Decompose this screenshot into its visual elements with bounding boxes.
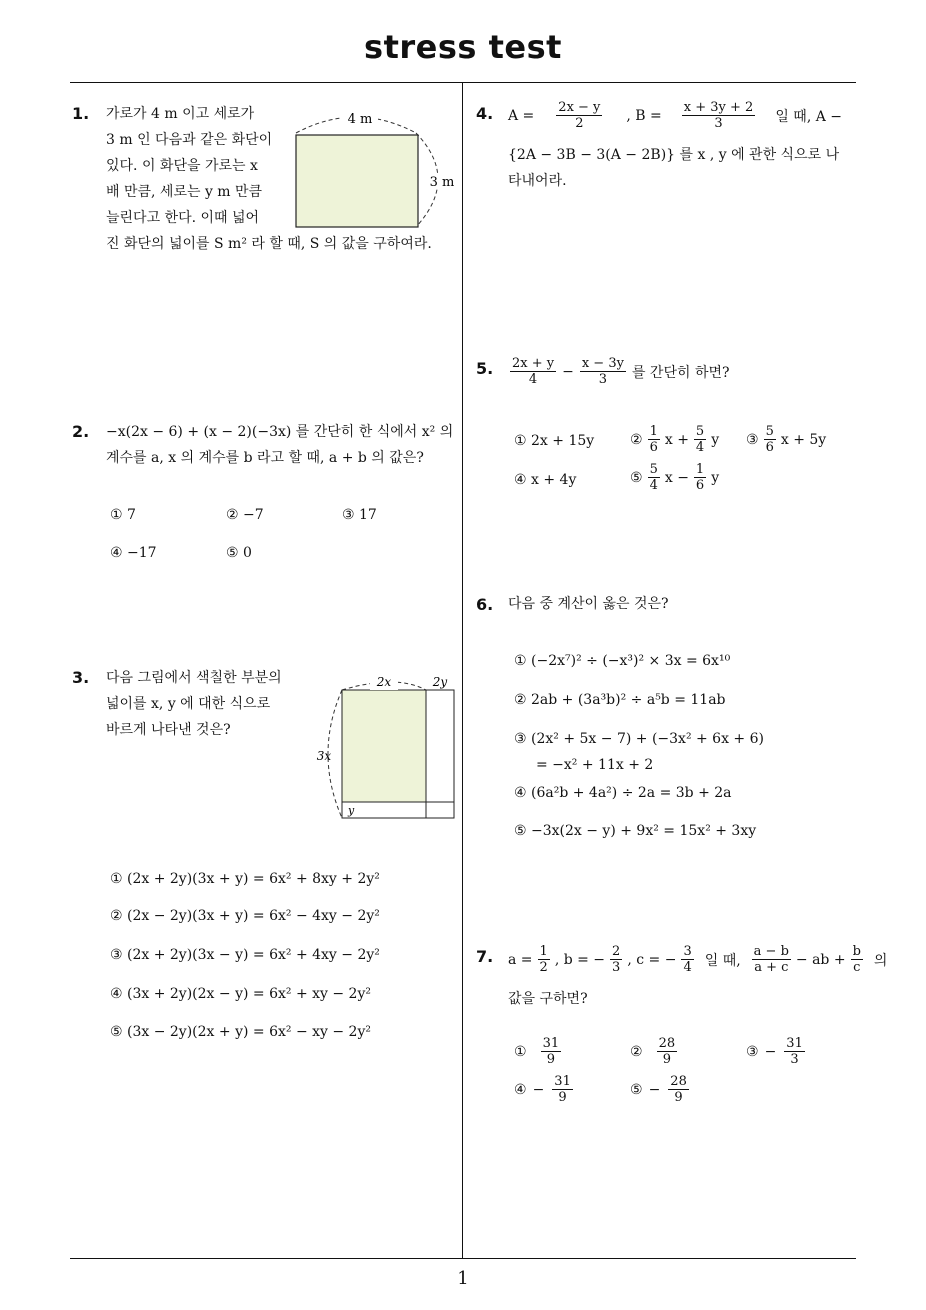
q6-text: 다음 중 계산이 옳은 것은? (508, 596, 669, 612)
frac-num: 28 (670, 1074, 687, 1089)
q7-a-frac (538, 944, 550, 975)
frac-den: 3 (612, 960, 621, 975)
q3-fig-label-2y: 2y (432, 675, 448, 689)
q2-option-1[interactable]: ① 7 (110, 507, 136, 523)
frac-num: 5 (765, 424, 774, 439)
q3-area-figure (312, 672, 462, 824)
q1-last-line: 진 화단의 넓이를 S m² 라 할 때, S 의 값을 구하여라. (106, 236, 432, 252)
q4-b-den: 3 (714, 116, 723, 131)
bottom-rule (70, 1258, 856, 1259)
option-expr: x + (664, 431, 689, 448)
q4-b-label: , B = (626, 107, 662, 124)
q1-number: 1. (72, 104, 90, 123)
option-mark: ② (630, 1043, 643, 1060)
q4-b-num: x + 3y + 2 (683, 100, 754, 115)
option-expr: y (711, 469, 720, 486)
q7-e-frac (752, 944, 791, 975)
q7-option-5[interactable] (630, 1074, 691, 1105)
q6-option-1[interactable]: ① (−2x⁷)² ÷ (−x³)² × 3x = 6x¹⁰ (514, 653, 731, 669)
q6-option-3[interactable]: ③ (2x² + 5x − 7) + (−3x² + 6x + 6) (514, 731, 764, 747)
q4-line1 (508, 100, 842, 131)
frac-num: 3 (683, 944, 692, 959)
q4-number: 4. (476, 104, 494, 123)
option-expr: x − (664, 469, 689, 486)
q2-text (106, 419, 461, 471)
q5-minus: − (562, 363, 574, 380)
frac-den: 2 (539, 960, 548, 975)
option-mark: ⑤ (630, 1081, 643, 1098)
q3-line: 넓이를 x, y 에 대한 식으로 (106, 696, 271, 712)
q2-number: 2. (72, 422, 90, 441)
q2-line: −x(2x − 6) + (x − 2)(−3x) 를 간단히 한 식에서 x² 의 (106, 424, 454, 440)
q2-option-3[interactable]: ③ 17 (342, 507, 377, 523)
q4-line: 타내어라. (508, 173, 567, 189)
frac-num: 31 (786, 1036, 803, 1051)
q4-text (508, 142, 858, 194)
option-frac (694, 462, 706, 493)
q3-fig-label-2x: 2x (376, 675, 392, 689)
option-sign: − (764, 1043, 777, 1060)
option-frac (668, 1074, 689, 1105)
q3-option-2[interactable]: ② (2x − 2y)(3x + y) = 6x² − 4xy − 2y² (110, 908, 380, 924)
q6-option-2[interactable]: ② 2ab + (3a³b)² ÷ a⁵b = 11ab (514, 692, 726, 708)
option-expr: x + 5y (780, 431, 827, 448)
q5-f1-den: 4 (528, 372, 538, 387)
frac-den: 6 (649, 440, 658, 455)
frac-den: 4 (649, 478, 658, 493)
q1-garden-figure (290, 105, 460, 235)
option-mark: ④ (514, 472, 527, 488)
option-frac (648, 462, 660, 493)
frac-num: 31 (554, 1074, 571, 1089)
q7-number: 7. (476, 947, 494, 966)
option-frac (694, 424, 706, 455)
page-title: stress test (364, 28, 562, 66)
q4-a-num: 2x − y (558, 100, 601, 115)
frac-den: 4 (683, 960, 692, 975)
frac-den: c (853, 960, 861, 975)
q5-f2-den: 3 (598, 372, 608, 387)
q3-option-3[interactable]: ③ (2x + 2y)(3x − y) = 6x² + 4xy − 2y² (110, 947, 380, 963)
page-number: 1 (457, 1268, 469, 1289)
q3-option-5[interactable]: ⑤ (3x − 2y)(2x + y) = 6x² − xy − 2y² (110, 1024, 371, 1040)
q1-line: 배 만큼, 세로는 y m 만큼 (106, 184, 263, 200)
option-mark: ③ (746, 431, 759, 448)
q6-option-4[interactable]: ④ (6a²b + 4a²) ÷ 2a = 3b + 2a (514, 785, 732, 801)
frac-num: a − b (753, 944, 789, 959)
q5-expression (508, 356, 730, 387)
q7-b-label: , b = − (554, 951, 606, 968)
top-rule (70, 82, 856, 83)
frac-den: a + c (754, 960, 789, 975)
q2-option-5[interactable]: ⑤ 0 (226, 545, 252, 561)
frac-num: 2 (612, 944, 621, 959)
option-expr: x + 4y (531, 472, 577, 488)
q7-c-frac (681, 944, 693, 975)
q7-a-label: a = (508, 951, 533, 968)
q5-tail: 를 간단히 하면? (631, 364, 730, 381)
q6-number: 6. (476, 595, 494, 614)
option-mark: ② (630, 431, 643, 448)
frac-den: 9 (662, 1052, 671, 1067)
frac-num: 5 (649, 462, 658, 477)
option-mark: ① (514, 1043, 527, 1060)
q4-a-label: A = (508, 107, 535, 124)
q2-option-2[interactable]: ② −7 (226, 507, 264, 523)
option-expr: y (711, 431, 720, 448)
frac-den: 6 (765, 440, 774, 455)
q3-line: 바르게 나타낸 것은? (106, 722, 231, 738)
q1-line: 늘린다고 한다. 이때 넓어 (106, 210, 260, 226)
frac-den: 9 (674, 1090, 683, 1105)
q3-fig-label-y: y (348, 804, 355, 817)
q5-f2-num: x − 3y (581, 356, 624, 371)
option-expr: 2x + 15y (531, 433, 595, 449)
q1-text (106, 101, 286, 231)
option-mark: ③ (746, 1043, 759, 1060)
q3-number: 3. (72, 668, 90, 687)
frac-num: 1 (539, 944, 548, 959)
option-sign: − (532, 1081, 545, 1098)
q7-line2: 값을 구하면? (508, 991, 588, 1007)
q4-b-fraction (682, 100, 756, 131)
frac-den: 6 (695, 478, 705, 493)
q1-fig-right-label: 3 m (429, 175, 455, 190)
frac-num: 1 (695, 462, 705, 477)
q2-option-4[interactable]: ④ −17 (110, 545, 157, 561)
q7-tail: 의 (873, 952, 888, 969)
option-frac (764, 424, 776, 455)
q3-text (106, 665, 306, 743)
frac-num: b (852, 944, 861, 959)
q1-fig-top-label: 4 m (347, 112, 373, 127)
frac-den: 4 (695, 440, 705, 455)
q5-fraction-1 (510, 356, 556, 387)
q1-line: 가로가 4 m 이고 세로가 (106, 106, 255, 122)
q3-option-1[interactable]: ① (2x + 2y)(3x + y) = 6x² + 8xy + 2y² (110, 871, 380, 887)
q6-option-5[interactable]: ⑤ −3x(2x − y) + 9x² = 15x² + 3xy (514, 823, 757, 839)
q7-option-3[interactable] (746, 1036, 807, 1067)
q7-c-label: , c = − (627, 951, 677, 968)
q1-line: 3 m 인 다음과 같은 화단이 (106, 132, 273, 148)
q7-e-mid: − ab + (795, 951, 846, 968)
option-mark: ① (514, 433, 527, 449)
q1-line: 있다. 이 화단을 가로는 x (106, 158, 258, 174)
q5-option-5[interactable] (630, 462, 719, 493)
q7-f-frac (851, 944, 863, 975)
q7-b-frac (610, 944, 622, 975)
q4-a-fraction (556, 100, 602, 131)
frac-den: 9 (558, 1090, 567, 1105)
frac-den: 9 (546, 1052, 555, 1067)
option-mark: ④ (514, 1081, 527, 1098)
q5-f1-num: 2x + y (512, 356, 555, 371)
option-frac (541, 1036, 562, 1067)
q5-option-4[interactable] (514, 472, 576, 488)
option-frac (552, 1074, 573, 1105)
q6-option-3-cont: = −x² + 11x + 2 (536, 757, 654, 773)
q2-line: 계수를 a, x 의 계수를 b 라고 할 때, a + b 의 값은? (106, 450, 424, 466)
q7-option-2[interactable] (630, 1036, 679, 1067)
q5-option-3[interactable] (746, 424, 826, 455)
frac-num: 28 (658, 1036, 676, 1051)
option-mark: ⑤ (630, 469, 643, 486)
option-frac (648, 424, 660, 455)
frac-den: 3 (790, 1052, 799, 1067)
column-divider (462, 83, 463, 1259)
frac-num: 5 (695, 424, 705, 439)
option-frac (657, 1036, 678, 1067)
q7-option-4[interactable] (514, 1074, 575, 1105)
q5-option-1[interactable] (514, 433, 594, 449)
q5-number: 5. (476, 359, 494, 378)
option-sign: − (648, 1081, 661, 1098)
q4-line: {2A − 3B − 3(A − 2B)} 를 x , y 에 관한 식으로 나 (508, 147, 840, 163)
frac-num: 31 (542, 1036, 560, 1051)
q7-mid-text: 일 때, (704, 952, 741, 969)
q7-option-1[interactable] (514, 1036, 563, 1067)
q5-option-2[interactable] (630, 424, 719, 455)
q4-tail: 일 때, A − (775, 108, 843, 125)
q3-option-4[interactable]: ④ (3x + 2y)(2x − y) = 6x² + xy − 2y² (110, 986, 371, 1002)
q3-fig-label-3x: 3x (316, 749, 332, 763)
frac-num: 1 (649, 424, 658, 439)
option-frac (784, 1036, 805, 1067)
q5-fraction-2 (580, 356, 626, 387)
q3-line: 다음 그림에서 색칠한 부분의 (106, 670, 282, 686)
q4-a-den: 2 (575, 116, 584, 131)
q7-line1 (508, 944, 887, 975)
